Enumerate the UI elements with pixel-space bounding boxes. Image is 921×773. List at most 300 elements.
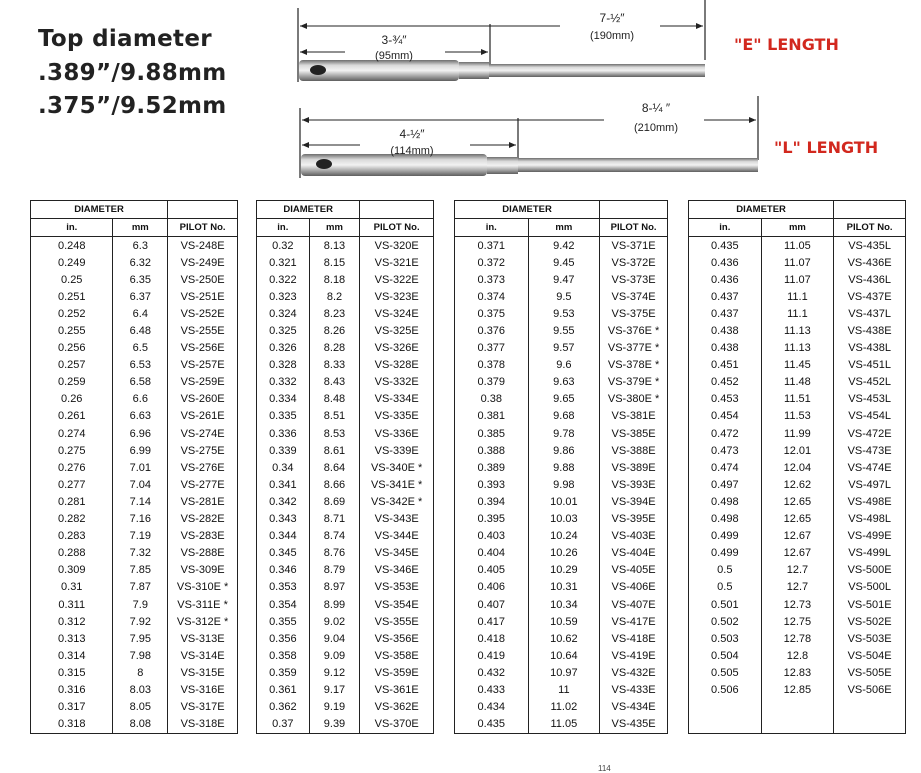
cell-pilot: VS-374E: [600, 288, 668, 305]
table-row: [31, 459, 238, 476]
table-row: [455, 305, 668, 322]
cell-pilot: VS-474E: [834, 459, 906, 476]
table-row: [689, 664, 906, 681]
pilot-table-4: [688, 200, 906, 734]
cell-pilot: VS-503E: [834, 630, 906, 647]
table-row: [689, 271, 906, 288]
cell-pilot: VS-406E: [600, 579, 668, 596]
cell-pilot: VS-312E *: [168, 613, 238, 630]
table-row: [31, 340, 238, 357]
table-row: [31, 254, 238, 271]
cell-mm: 11.05: [528, 716, 600, 734]
table-row: [689, 254, 906, 271]
cell-in: 0.251: [31, 288, 113, 305]
table-row: [257, 322, 434, 339]
in-header: in.: [257, 219, 310, 237]
cell-pilot: VS-373E: [600, 271, 668, 288]
cell-pilot: VS-378E *: [600, 357, 668, 374]
cell-in: 0.505: [689, 664, 762, 681]
cell-pilot: VS-320E: [360, 237, 434, 255]
cell-pilot: VS-281E: [168, 493, 238, 510]
cell-pilot: VS-454L: [834, 408, 906, 425]
table-row: [455, 425, 668, 442]
cell-pilot: VS-506E: [834, 681, 906, 698]
cell-pilot: VS-318E: [168, 716, 238, 734]
cell-in: 0.385: [455, 425, 529, 442]
cell-in: 0.407: [455, 596, 529, 613]
table-row: [689, 322, 906, 339]
cell-in: 0.406: [455, 579, 529, 596]
cell-mm: 7.04: [113, 476, 168, 493]
cell-in: 0.249: [31, 254, 113, 271]
l-long-mm: (210mm): [633, 122, 679, 134]
cell-pilot: VS-256E: [168, 340, 238, 357]
cell-in: 0.32: [257, 237, 310, 255]
table-row: [689, 511, 906, 528]
cell-mm: 11.13: [761, 340, 834, 357]
cell-mm: 11.02: [528, 699, 600, 716]
cell-mm: 12.65: [761, 493, 834, 510]
l-length-pilot: [300, 96, 758, 178]
cell-in: 0.395: [455, 511, 529, 528]
table-row: [455, 613, 668, 630]
table-row: [257, 254, 434, 271]
table-row: [689, 305, 906, 322]
cell-in: 0.312: [31, 613, 113, 630]
table-row: [689, 357, 906, 374]
mm-header: mm: [761, 219, 834, 237]
cell-in: 0.256: [31, 340, 113, 357]
cell-in: 0.277: [31, 476, 113, 493]
cell-pilot: VS-336E: [360, 425, 434, 442]
cell-pilot: VS-339E: [360, 442, 434, 459]
cell-mm: 6.53: [113, 357, 168, 374]
cell-in: 0.283: [31, 528, 113, 545]
cell-in: 0.497: [689, 476, 762, 493]
cell-mm: 6.63: [113, 408, 168, 425]
cell-pilot: VS-260E: [168, 391, 238, 408]
cell-in: 0.472: [689, 425, 762, 442]
cell-in: 0.378: [455, 357, 529, 374]
cell-pilot: VS-261E: [168, 408, 238, 425]
cell-in: 0.257: [31, 357, 113, 374]
cell-in: 0.432: [455, 664, 529, 681]
table-row: [31, 271, 238, 288]
cell-mm: 9.09: [309, 647, 360, 664]
cell-in: 0.502: [689, 613, 762, 630]
cell-in: 0.26: [31, 391, 113, 408]
cell-mm: 9.68: [528, 408, 600, 425]
cell-in: 0.311: [31, 596, 113, 613]
cell-mm: [761, 716, 834, 734]
cell-pilot: VS-341E *: [360, 476, 434, 493]
cell-mm: 12.67: [761, 545, 834, 562]
table-row: [257, 664, 434, 681]
cell-in: 0.379: [455, 374, 529, 391]
cell-mm: 9.63: [528, 374, 600, 391]
cell-mm: 12.7: [761, 579, 834, 596]
cell-in: 0.332: [257, 374, 310, 391]
cell-mm: 12.75: [761, 613, 834, 630]
table-row: [257, 305, 434, 322]
table-row: [31, 425, 238, 442]
in-header: in.: [31, 219, 113, 237]
cell-in: 0.361: [257, 681, 310, 698]
e-short-mm: (95mm): [375, 50, 413, 62]
table-row: [455, 271, 668, 288]
cell-in: 0.438: [689, 322, 762, 339]
cell-mm: 7.85: [113, 562, 168, 579]
cell-mm: 8.08: [113, 716, 168, 734]
cell-in: 0.473: [689, 442, 762, 459]
cell-mm: 11.1: [761, 305, 834, 322]
cell-pilot: VS-274E: [168, 425, 238, 442]
table-row: [31, 545, 238, 562]
cell-in: 0.437: [689, 305, 762, 322]
table-row: [455, 545, 668, 562]
cell-pilot: VS-372E: [600, 254, 668, 271]
table-row: [257, 459, 434, 476]
cell-in: 0.499: [689, 545, 762, 562]
cell-mm: 10.34: [528, 596, 600, 613]
cell-pilot: VS-432E: [600, 664, 668, 681]
table-row: [689, 340, 906, 357]
cell-pilot: VS-315E: [168, 664, 238, 681]
cell-in: 0.374: [455, 288, 529, 305]
cell-in: 0.282: [31, 511, 113, 528]
cell-in: 0.434: [455, 699, 529, 716]
table-row: [689, 579, 906, 596]
table-row: [455, 630, 668, 647]
cell-mm: 10.24: [528, 528, 600, 545]
table-row: [455, 562, 668, 579]
cell-pilot: VS-344E: [360, 528, 434, 545]
cell-in: 0.376: [455, 322, 529, 339]
table-row: [257, 408, 434, 425]
l-short-inch: 4-½″: [399, 127, 425, 141]
pilot-diagram: [0, 0, 921, 200]
diameter-header: DIAMETER: [31, 201, 168, 219]
cell-in: 0.506: [689, 681, 762, 698]
cell-mm: 8.74: [309, 528, 360, 545]
cell-pilot: VS-499L: [834, 545, 906, 562]
cell-pilot: VS-375E: [600, 305, 668, 322]
cell-mm: 9.86: [528, 442, 600, 459]
cell-mm: 7.32: [113, 545, 168, 562]
table-row: [31, 305, 238, 322]
table-row: [455, 476, 668, 493]
cell-pilot: VS-309E: [168, 562, 238, 579]
cell-pilot: [834, 716, 906, 734]
cell-pilot: VS-380E *: [600, 391, 668, 408]
cell-mm: 7.87: [113, 579, 168, 596]
cell-mm: 9.53: [528, 305, 600, 322]
cell-pilot: VS-497L: [834, 476, 906, 493]
table-row: [455, 408, 668, 425]
cell-pilot: VS-433E: [600, 681, 668, 698]
cell-in: 0.375: [455, 305, 529, 322]
cell-pilot: VS-453L: [834, 391, 906, 408]
cell-mm: 8.69: [309, 493, 360, 510]
cell-pilot: VS-438E: [834, 322, 906, 339]
cell-in: 0.433: [455, 681, 529, 698]
cell-mm: 12.78: [761, 630, 834, 647]
cell-pilot: VS-332E: [360, 374, 434, 391]
table-row: [455, 322, 668, 339]
cell-mm: 11.1: [761, 288, 834, 305]
table-row: [257, 425, 434, 442]
cell-mm: 8.48: [309, 391, 360, 408]
cell-pilot: VS-250E: [168, 271, 238, 288]
cell-mm: 7.01: [113, 459, 168, 476]
cell-mm: 8.79: [309, 562, 360, 579]
cell-in: 0.394: [455, 493, 529, 510]
cell-pilot: VS-472E: [834, 425, 906, 442]
table-row: [455, 442, 668, 459]
cell-in: 0.435: [455, 716, 529, 734]
cell-in: 0.259: [31, 374, 113, 391]
cell-pilot: VS-342E *: [360, 493, 434, 510]
cell-pilot: VS-417E: [600, 613, 668, 630]
table-row: [257, 374, 434, 391]
l-short-mm: (114mm): [390, 145, 434, 157]
cell-pilot: VS-419E: [600, 647, 668, 664]
table-row: [689, 425, 906, 442]
cell-in: 0.314: [31, 647, 113, 664]
table-row: [31, 716, 238, 734]
cell-mm: 9.42: [528, 237, 600, 255]
cell-pilot: VS-323E: [360, 288, 434, 305]
table-row: [455, 716, 668, 734]
cell-mm: 8.53: [309, 425, 360, 442]
cell-pilot: VS-310E *: [168, 579, 238, 596]
cell-mm: 11.05: [761, 237, 834, 255]
cell-pilot: VS-326E: [360, 340, 434, 357]
cell-pilot: VS-436L: [834, 271, 906, 288]
cell-pilot: VS-498E: [834, 493, 906, 510]
cell-pilot: VS-353E: [360, 579, 434, 596]
table-row: [689, 545, 906, 562]
cell-pilot: [834, 699, 906, 716]
cell-mm: 9.65: [528, 391, 600, 408]
cell-in: 0.321: [257, 254, 310, 271]
cell-in: 0.355: [257, 613, 310, 630]
table-row: [257, 630, 434, 647]
cell-pilot: VS-276E: [168, 459, 238, 476]
table-row: [257, 681, 434, 698]
cell-in: 0.435: [689, 237, 762, 255]
cell-in: 0.373: [455, 271, 529, 288]
cell-mm: 8.97: [309, 579, 360, 596]
mm-header: mm: [528, 219, 600, 237]
cell-in: 0.322: [257, 271, 310, 288]
table-row: [455, 493, 668, 510]
cell-pilot: VS-283E: [168, 528, 238, 545]
cell-pilot: VS-314E: [168, 647, 238, 664]
cell-pilot: VS-377E *: [600, 340, 668, 357]
table-row: [455, 699, 668, 716]
cell-mm: 10.64: [528, 647, 600, 664]
cell-mm: 11.48: [761, 374, 834, 391]
cell-mm: 8.71: [309, 511, 360, 528]
table-row: [31, 699, 238, 716]
cell-in: [689, 699, 762, 716]
cell-mm: 7.95: [113, 630, 168, 647]
cell-in: 0.436: [689, 271, 762, 288]
diameter-header: DIAMETER: [257, 201, 360, 219]
cell-mm: 11.53: [761, 408, 834, 425]
cell-mm: 9.19: [309, 699, 360, 716]
cell-mm: 7.92: [113, 613, 168, 630]
in-header: in.: [689, 219, 762, 237]
cell-mm: 7.14: [113, 493, 168, 510]
table-row: [455, 528, 668, 545]
diameter-size-2: .375”/9.52mm: [38, 93, 227, 119]
table-row: [257, 493, 434, 510]
cell-mm: 11.07: [761, 254, 834, 271]
cell-in: 0.339: [257, 442, 310, 459]
cell-mm: 10.59: [528, 613, 600, 630]
table-row: [455, 511, 668, 528]
table-row: [689, 647, 906, 664]
cell-mm: 10.97: [528, 664, 600, 681]
l-length-label: "L" LENGTH: [774, 138, 879, 157]
cell-pilot: VS-388E: [600, 442, 668, 459]
cell-in: 0.261: [31, 408, 113, 425]
cell-pilot: VS-418E: [600, 630, 668, 647]
cell-pilot: VS-394E: [600, 493, 668, 510]
cell-mm: 11.99: [761, 425, 834, 442]
cell-mm: 6.6: [113, 391, 168, 408]
cell-pilot: VS-335E: [360, 408, 434, 425]
table-row: [455, 664, 668, 681]
cell-mm: 10.62: [528, 630, 600, 647]
cell-pilot: VS-451L: [834, 357, 906, 374]
table-row: [31, 476, 238, 493]
cell-pilot: VS-282E: [168, 511, 238, 528]
cell-mm: 8.15: [309, 254, 360, 271]
cell-in: 0.452: [689, 374, 762, 391]
cell-pilot: VS-435L: [834, 237, 906, 255]
cell-in: 0.381: [455, 408, 529, 425]
table-row: [689, 493, 906, 510]
cell-in: 0.346: [257, 562, 310, 579]
l-long-inch: 8-¼ ″: [641, 101, 671, 115]
cell-pilot: VS-395E: [600, 511, 668, 528]
table-row: [257, 596, 434, 613]
cell-in: 0.334: [257, 391, 310, 408]
cell-mm: 8.66: [309, 476, 360, 493]
cell-mm: 10.31: [528, 579, 600, 596]
table-row: [689, 459, 906, 476]
cell-in: 0.354: [257, 596, 310, 613]
cell-mm: 12.65: [761, 511, 834, 528]
cell-in: 0.315: [31, 664, 113, 681]
table-row: [257, 528, 434, 545]
cell-pilot: VS-324E: [360, 305, 434, 322]
cell-mm: 7.16: [113, 511, 168, 528]
cell-in: 0.377: [455, 340, 529, 357]
cell-pilot: VS-340E *: [360, 459, 434, 476]
cell-pilot: VS-393E: [600, 476, 668, 493]
cell-in: 0.437: [689, 288, 762, 305]
cell-pilot: VS-407E: [600, 596, 668, 613]
pilot-header: PILOT No.: [834, 219, 906, 237]
cell-mm: 8.05: [113, 699, 168, 716]
table-row: [257, 511, 434, 528]
table-row: [31, 528, 238, 545]
cell-in: 0.274: [31, 425, 113, 442]
cell-in: 0.353: [257, 579, 310, 596]
cell-mm: 7.98: [113, 647, 168, 664]
cell-mm: 6.96: [113, 425, 168, 442]
cell-in: 0.451: [689, 357, 762, 374]
table-row: [689, 408, 906, 425]
cell-in: 0.323: [257, 288, 310, 305]
cell-in: 0.325: [257, 322, 310, 339]
cell-pilot: VS-317E: [168, 699, 238, 716]
cell-in: 0.419: [455, 647, 529, 664]
cell-in: 0.5: [689, 579, 762, 596]
table-row: [257, 699, 434, 716]
table-row: [31, 664, 238, 681]
cell-mm: 6.32: [113, 254, 168, 271]
cell-mm: 8.76: [309, 545, 360, 562]
cell-pilot: VS-452L: [834, 374, 906, 391]
mm-header: mm: [113, 219, 168, 237]
cell-mm: 8.99: [309, 596, 360, 613]
cell-mm: 8.51: [309, 408, 360, 425]
cell-mm: 8.61: [309, 442, 360, 459]
cell-mm: 9.98: [528, 476, 600, 493]
cell-pilot: VS-501E: [834, 596, 906, 613]
cell-in: 0.281: [31, 493, 113, 510]
cell-pilot: VS-500E: [834, 562, 906, 579]
cell-mm: 11.13: [761, 322, 834, 339]
cell-pilot: VS-376E *: [600, 322, 668, 339]
cell-pilot: VS-257E: [168, 357, 238, 374]
cell-mm: 10.01: [528, 493, 600, 510]
cell-mm: 6.35: [113, 271, 168, 288]
cell-in: 0.499: [689, 528, 762, 545]
cell-mm: [761, 699, 834, 716]
cell-pilot: VS-328E: [360, 357, 434, 374]
cell-pilot: VS-473E: [834, 442, 906, 459]
cell-mm: 9.02: [309, 613, 360, 630]
table-row: [455, 374, 668, 391]
cell-mm: 12.85: [761, 681, 834, 698]
cell-pilot: VS-404E: [600, 545, 668, 562]
cell-pilot: VS-362E: [360, 699, 434, 716]
cell-pilot: VS-356E: [360, 630, 434, 647]
cell-mm: 6.37: [113, 288, 168, 305]
cell-in: 0.418: [455, 630, 529, 647]
cell-pilot: VS-381E: [600, 408, 668, 425]
cell-mm: 12.83: [761, 664, 834, 681]
cell-pilot: VS-498L: [834, 511, 906, 528]
cell-pilot: VS-288E: [168, 545, 238, 562]
cell-pilot: VS-371E: [600, 237, 668, 255]
cell-pilot: VS-321E: [360, 254, 434, 271]
cell-mm: 8.23: [309, 305, 360, 322]
cell-in: 0.417: [455, 613, 529, 630]
cell-mm: 6.3: [113, 237, 168, 255]
table-row: [689, 613, 906, 630]
table-row: [31, 613, 238, 630]
cell-pilot: VS-385E: [600, 425, 668, 442]
table-row: [257, 237, 434, 255]
cell-in: 0.248: [31, 237, 113, 255]
